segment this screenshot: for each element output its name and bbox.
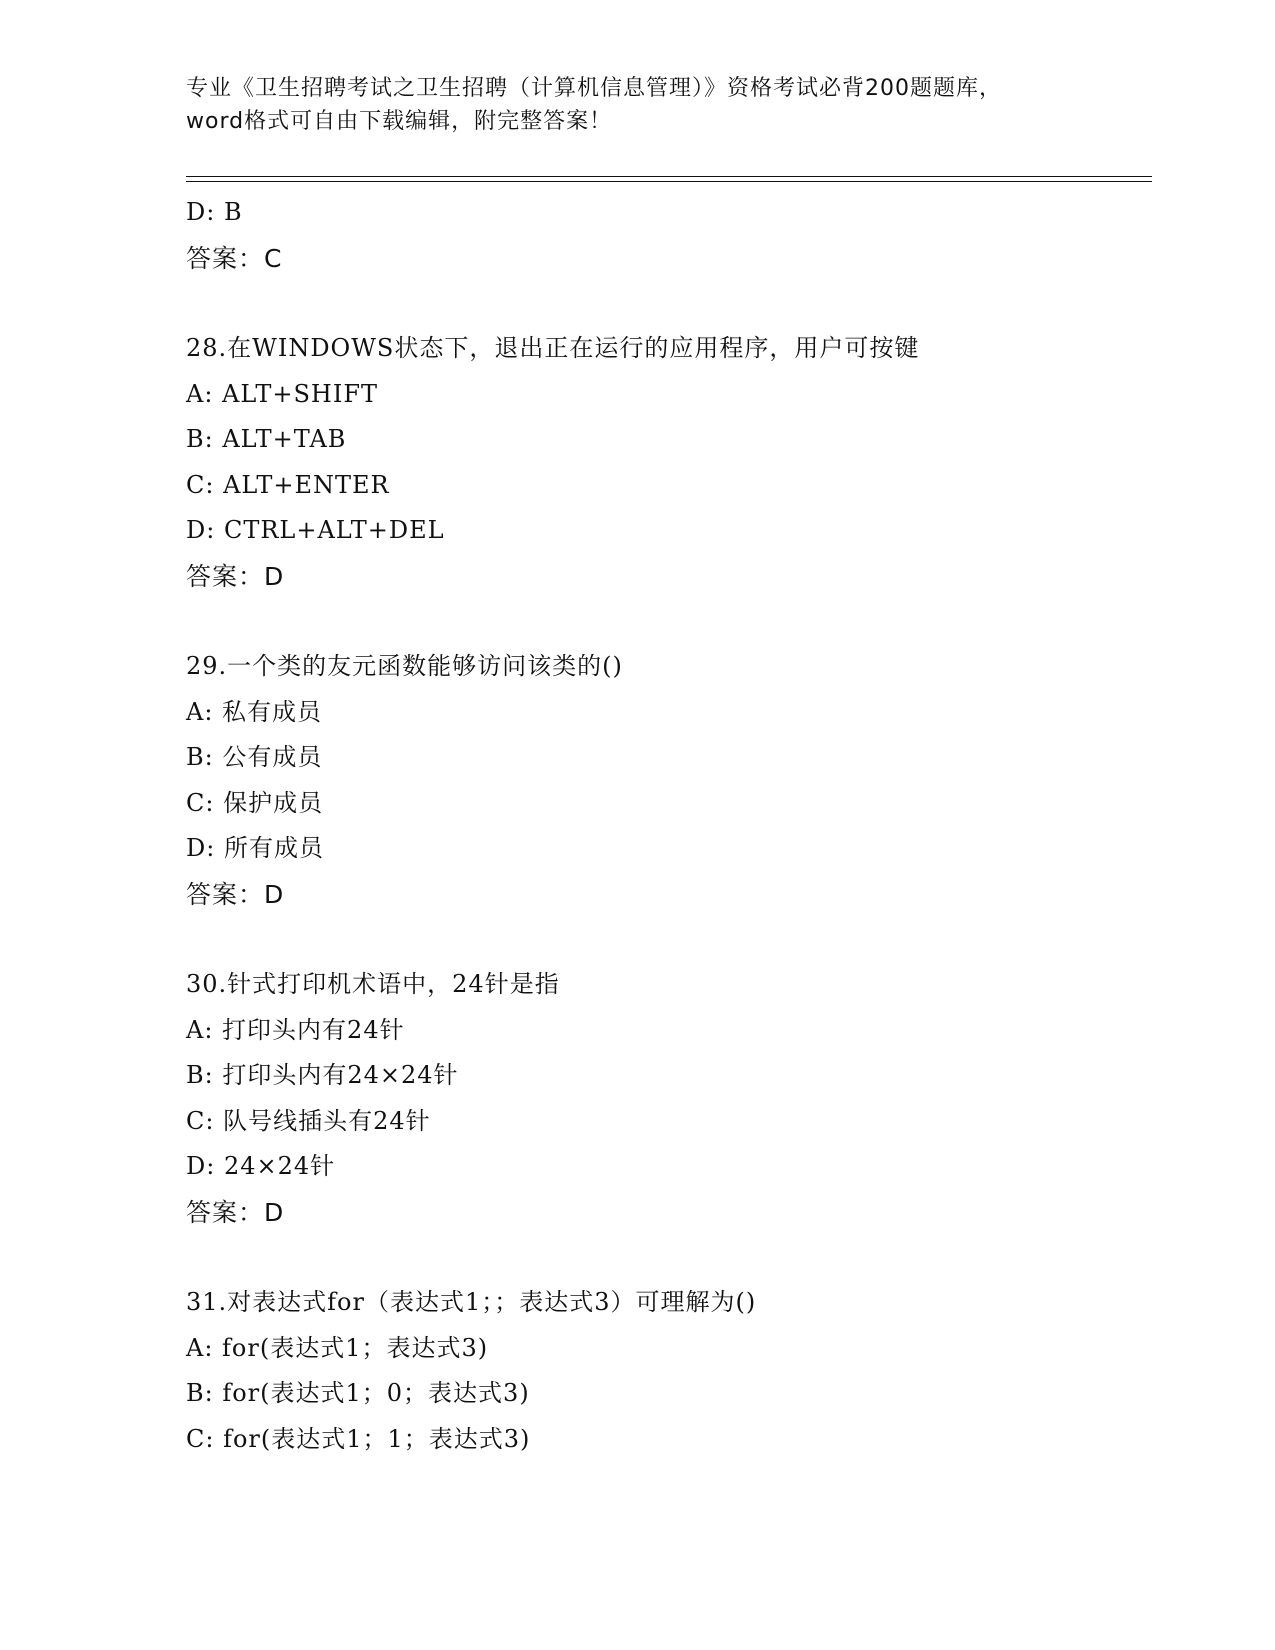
header-divider-bottom (186, 181, 1152, 182)
question-30 (186, 962, 1136, 1235)
header-title-line2: word格式可自由下载编辑，附完整答案！ (186, 109, 613, 134)
option-b: B: 打印头内有24×24针 (186, 1061, 459, 1089)
question-list (186, 190, 1136, 1462)
question-31 (186, 1280, 1136, 1462)
header-divider-top (186, 176, 1152, 177)
option-c: C: 保护成员 (186, 788, 324, 817)
spacer (186, 599, 1136, 644)
option-b: B: ALT+TAB (186, 425, 347, 453)
question-stem: 30.针式打印机术语中，24针是指 (186, 970, 560, 998)
document-header (186, 72, 1086, 138)
question-stem: 31.对表达式for（表达式1；；表达式3）可理解为() (186, 1288, 757, 1316)
option-d: D: CTRL+ALT+DEL (186, 516, 445, 544)
option-c: C: for(表达式1；1；表达式3) (186, 1424, 531, 1453)
option-a: A: ALT+SHIFT (186, 379, 378, 408)
option-b: B: 公有成员 (186, 743, 323, 771)
header-title-line1: 专业《卫生招聘考试之卫生招聘（计算机信息管理）》资格考试必背200题题库， (186, 76, 1002, 101)
question-28 (186, 326, 1136, 599)
option-c: C: ALT+ENTER (186, 470, 390, 499)
option-a: A: for(表达式1；表达式3) (186, 1333, 489, 1362)
option-a: A: 私有成员 (186, 697, 323, 726)
answer-line: 答案：D (186, 561, 285, 591)
spacer (186, 1235, 1136, 1280)
spacer (186, 917, 1136, 962)
question-stem: 28.在WINDOWS状态下，退出正在运行的应用程序，用户可按键 (186, 334, 920, 362)
option-d: D: B (186, 198, 243, 226)
previous-question-tail (186, 190, 1136, 281)
option-a: A: 打印头内有24针 (186, 1015, 405, 1044)
answer-line: 答案：C (186, 243, 283, 273)
question-29 (186, 644, 1136, 917)
spacer (186, 281, 1136, 326)
question-stem: 29.一个类的友元函数能够访问该类的() (186, 652, 623, 680)
answer-line: 答案：D (186, 879, 285, 909)
option-b: B: for(表达式1；0；表达式3) (186, 1379, 530, 1407)
answer-line: 答案：D (186, 1197, 285, 1227)
option-d: D: 所有成员 (186, 834, 324, 862)
option-c: C: 队号线插头有24针 (186, 1106, 431, 1135)
option-d: D: 24×24针 (186, 1152, 336, 1180)
